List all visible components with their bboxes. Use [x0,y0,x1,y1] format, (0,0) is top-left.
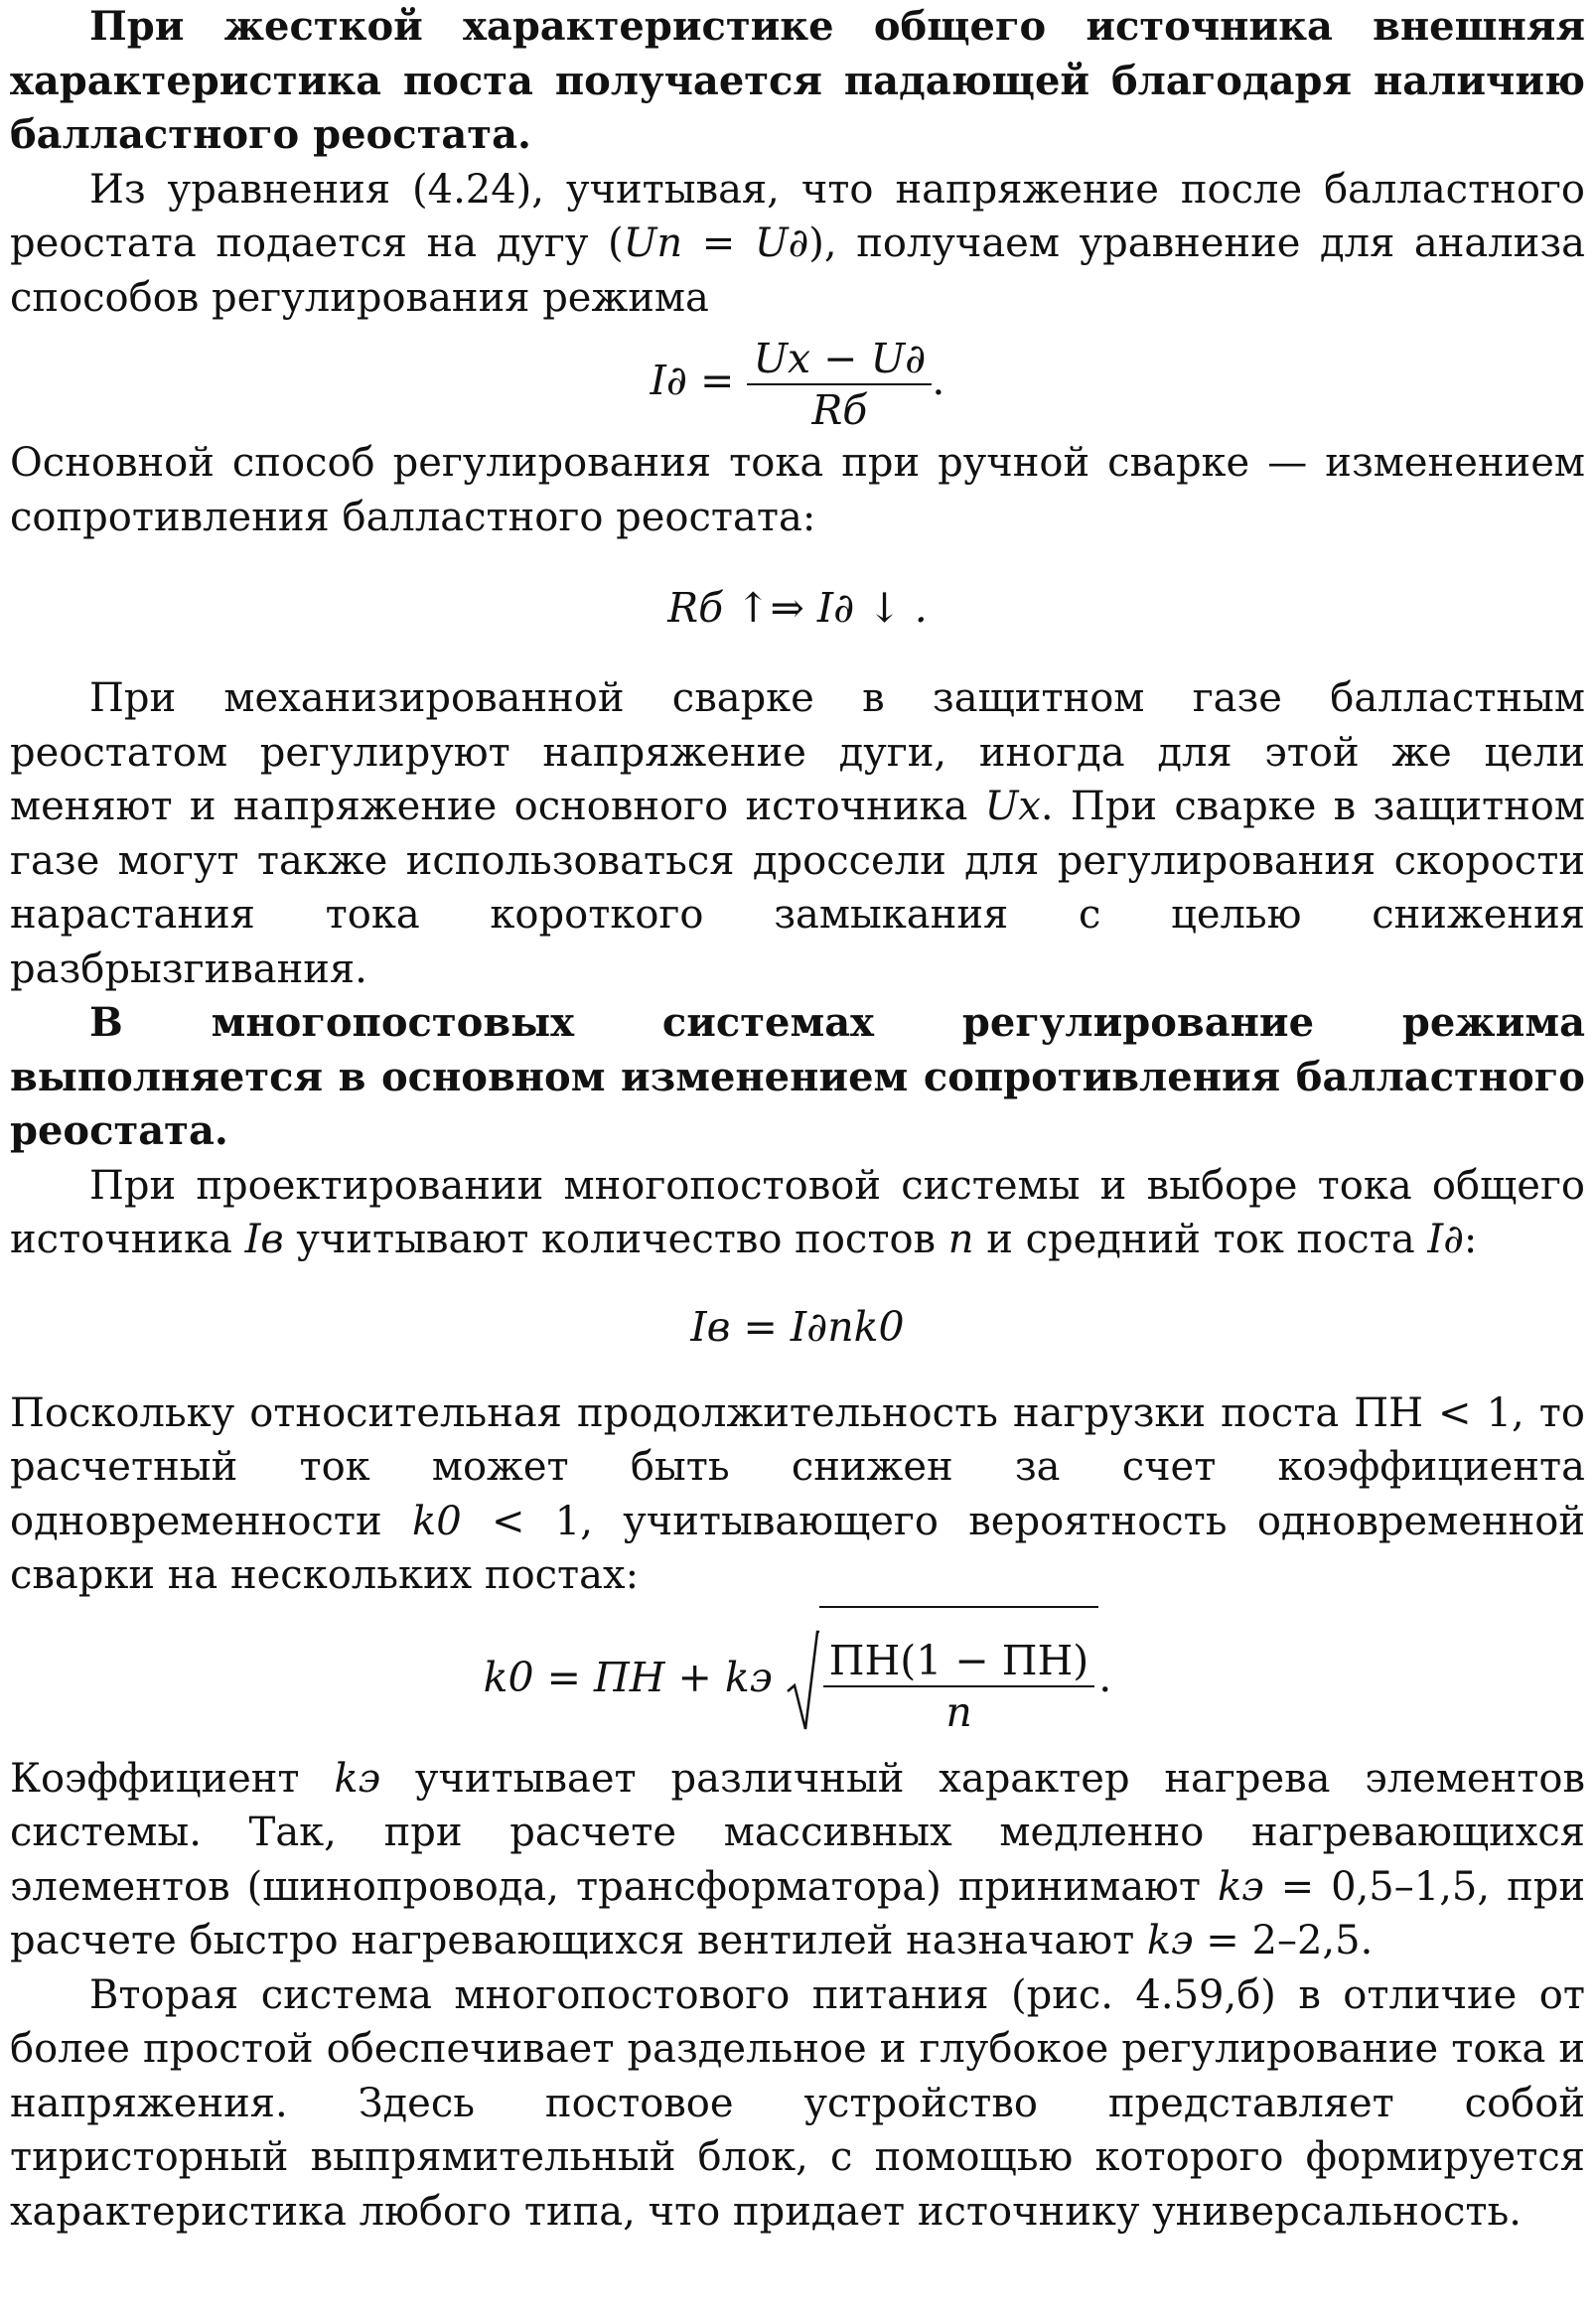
text-fragment: Коэффициент [10,1755,335,1802]
sqrt-radical-icon [786,1630,819,1733]
formula-period: . [1098,1653,1112,1701]
formula-lhs: k0 = ПН + kэ [483,1653,773,1701]
formula-arc-current [10,325,1585,436]
text-fragment: учитывают количество постов [283,1217,948,1262]
text-fragment: . При сварке в защитном газе могут также использоваться дроссели для регулирования скорости нарастания тока короткого замыкания с целью снижения разбрызгивания. [10,784,1585,992]
paragraph-equation-intro [10,163,1585,326]
inline-symbol-n: n [947,1217,974,1262]
paragraph-rigid-characteristic: При жесткой характеристике общего источника внешняя характеристика поста получается падающей благодаря наличию балластного реостата. [10,3,1585,158]
text-fragment: = 0,5–1,5, при расчете быстро нагревающихся вентилей назначают [10,1863,1585,1963]
formula-period: . [932,357,945,404]
fraction [747,336,932,433]
formula-lhs: I∂ = [650,357,735,404]
paragraph-mechanized-welding [10,671,1585,996]
text-fragment: При механизированной сварке в защитном газе балластным реостатом регулируют напряжение дуги, иногда для этой же цели меняют и напряжение основного источника [10,675,1585,829]
square-root [786,1604,1099,1758]
formula-source-current: Iв = I∂nk0 [690,1302,905,1351]
paragraph-main-method: Основной способ регулирования тока при ручной сварке — изменением сопротивления балластного реостата: [10,440,1585,540]
fraction-numerator: ПН(1 − ПН) [823,1638,1095,1687]
fraction-denominator: Rб [811,385,868,434]
inline-symbol-ke: kэ [1218,1863,1264,1910]
inline-symbol-k0: k0 [411,1498,462,1544]
inline-symbol-ke: kэ [334,1755,381,1802]
paragraph-second-system: Вторая система многопостового питания (рис. 4.59,б) в отличие от более простой обеспечивает раздельное и глубокое регулирование тока и напряжения. Здесь постовое устройство представляет собой тиристорный выпрямительный блок, с помощью которого формируется характеристика любого типа, что придает источнику универсальность. [10,1971,1585,2235]
text-fragment: При проектировании многопостовой системы и выборе тока общего источника [10,1162,1585,1262]
text-fragment: Из уравнения (4.24), учитывая, что напряжение после балластного реостата подается на дугу ( [10,166,1585,266]
text-fragment: учитывает различный характер нагрева элементов системы. Так, при расчете массивных медленно нагревающихся элементов (шинопровода, трансформатора) принимают [10,1755,1585,1910]
inline-symbol-ke: kэ [1146,1918,1194,1963]
paragraph-design [10,1159,1585,1267]
inline-formula-up-ud: Uп = U∂ [623,220,809,266]
paragraph-duty-cycle [10,1386,1585,1603]
text-fragment: = 2–2,5. [1193,1918,1374,1963]
fraction-denominator: n [945,1687,972,1736]
paragraph-multipost-systems: В многопостовых системах регулирование режима выполняется в основном изменением сопротивления балластного реостата. [10,999,1585,1154]
inline-symbol-ib: Iв [244,1217,284,1262]
text-fragment: и средний ток поста [973,1217,1428,1262]
paragraph-coefficient [10,1752,1585,1968]
inline-symbol-id: I∂ [1427,1217,1464,1262]
fraction-numerator: Uх − U∂ [747,336,932,385]
sqrt-body [819,1606,1099,1757]
fraction [823,1638,1095,1735]
text-fragment: Поскольку относительная продолжительность нагрузки поста ПН < 1, то расчетный ток может быть снижен за счет коэффициента одновременности [10,1389,1585,1544]
inline-symbol-ux: Uх [984,784,1041,829]
text-fragment: ), получаем уравнение для анализа способов регулирования режима [10,220,1586,321]
text-fragment: < 1, учитывающего вероятность одновременной сварки на нескольких постах: [10,1498,1586,1598]
formula-resistance-current: Rб ↑⇒ I∂ ↓ . [667,584,928,632]
text-fragment: : [1463,1217,1478,1262]
document-page [10,0,1585,2239]
formula-simultaneity [10,1603,1585,1752]
